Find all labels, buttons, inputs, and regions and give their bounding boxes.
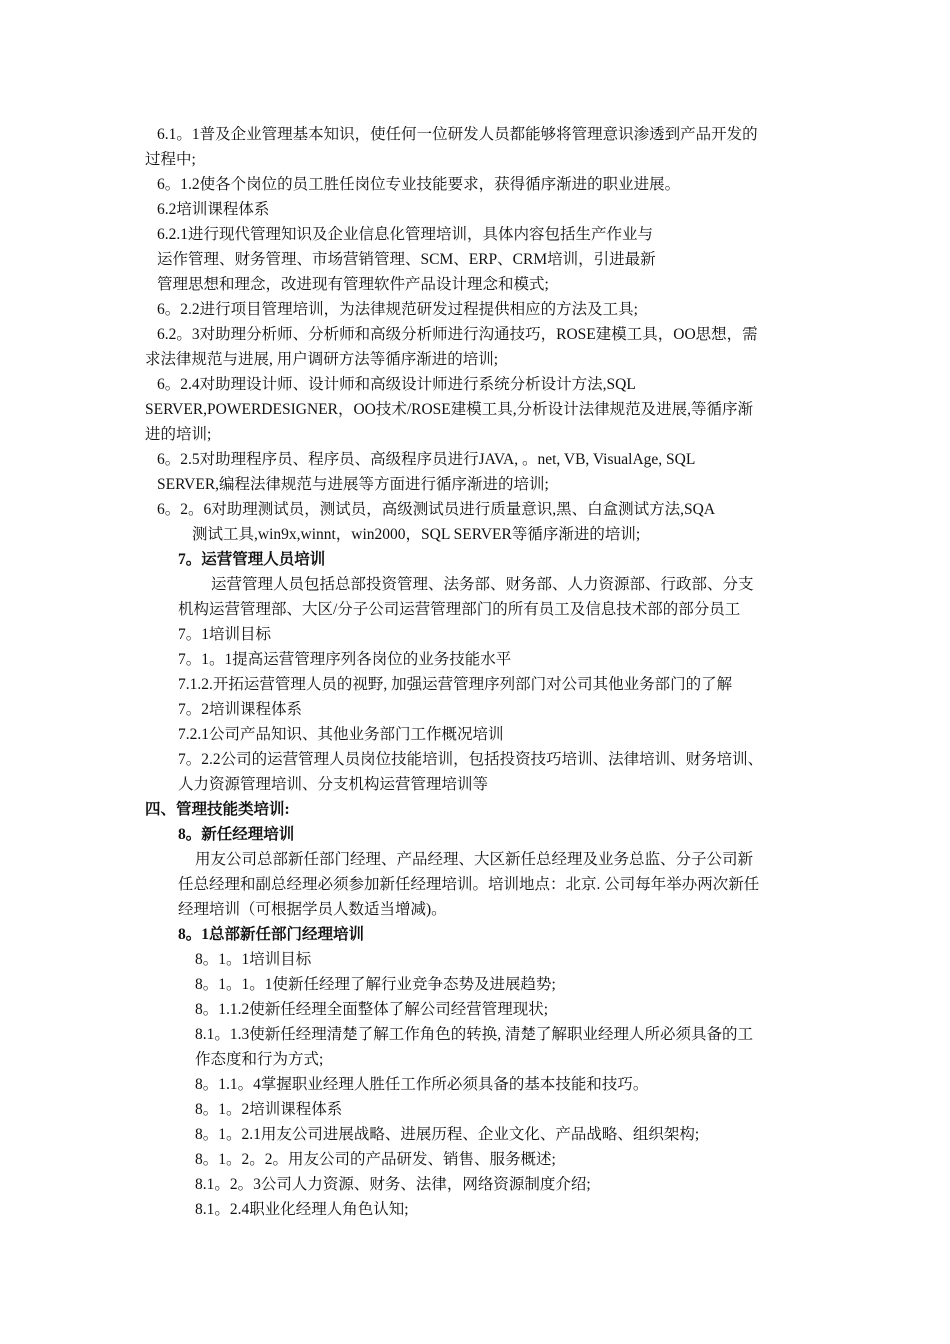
text-line: 管理思想和理念，改进现有管理软件产品设计理念和模式; <box>157 276 549 293</box>
text-line: 7.2.1公司产品知识、其他业务部门工作概况培训 <box>178 726 504 743</box>
text-line: 任总经理和副总经理必须参加新任经理培训。培训地点：北京. 公司每年举办两次新任 <box>178 876 760 893</box>
section-heading: 7。2培训课程体系 <box>178 701 303 718</box>
text-line: 测试工具,win9x,winnt，win2000，SQL SERVER等循序渐进的培训; <box>192 526 641 543</box>
text-line: 用友公司总部新任部门经理、产品经理、大区新任总经理及业务总监、分子公司新 <box>195 851 754 868</box>
text-line: 6。2.2进行项目管理培训，为法律规范研发过程提供相应的方法及工具; <box>157 301 638 318</box>
text-line: 过程中; <box>145 151 196 168</box>
text-line: 6。2。6对助理测试员，测试员，高级测试员进行质量意识,黑、白盒测试方法,SQA <box>157 501 716 518</box>
text-line: SERVER,编程法律规范与进展等方面进行循序渐进的培训; <box>157 476 549 493</box>
section-heading: 7。1培训目标 <box>178 626 272 643</box>
text-line: 作态度和行为方式; <box>195 1051 324 1068</box>
text-line: 进的培训; <box>145 426 212 443</box>
text-line: 6.1。1普及企业管理基本知识，使任何一位研发人员都能够将管理意识渗透到产品开发的 <box>157 126 758 143</box>
text-line: 8。1.1。4掌握职业经理人胜任工作所必须具备的基本技能和技巧。 <box>195 1076 649 1093</box>
section-heading: 7。运营管理人员培训 <box>178 551 326 568</box>
text-line: 6.2.1进行现代管理知识及企业信息化管理培训，具体内容包括生产作业与 <box>157 226 654 243</box>
text-line: 6。2.4对助理设计师、设计师和高级设计师进行系统分析设计方法,SQL <box>157 376 636 393</box>
section-heading: 8。1。1培训目标 <box>195 951 312 968</box>
text-line: 运作管理、财务管理、市场营销管理、SCM、ERP、CRM培训，引进最新 <box>157 251 656 268</box>
text-line: 7。1。1提高运营管理序列各岗位的业务技能水平 <box>178 651 512 668</box>
text-line: 运营管理人员包括总部投资管理、法务部、财务部、人力资源部、行政部、分支 <box>211 576 754 593</box>
section-heading: 8。1。2培训课程体系 <box>195 1101 343 1118</box>
section-heading: 8。1总部新任部门经理培训 <box>178 926 365 943</box>
section-heading: 四、管理技能类培训: <box>145 801 290 818</box>
text-line: 7.1.2.开拓运营管理人员的视野, 加强运营管理序列部门对公司其他业务部门的了解 <box>178 676 733 693</box>
section-heading: 6.2培训课程体系 <box>157 201 270 218</box>
text-line: 经理培训（可根据学员人数适当增减)。 <box>178 901 447 918</box>
text-line: 6。2.5对助理程序员、程序员、高级程序员进行JAVA, 。net, VB, VisualAge, SQL <box>157 451 696 468</box>
text-line: 6.2。3对助理分析师、分析师和高级分析师进行沟通技巧，ROSE建模工具，OO思想，需 <box>157 326 758 343</box>
text-line: 8.1。2.4职业化经理人角色认知; <box>195 1201 409 1218</box>
text-line: 8。1。2.1用友公司进展战略、进展历程、企业文化、产品战略、组织架构; <box>195 1126 700 1143</box>
text-line: 人力资源管理培训、分支机构运营管理培训等 <box>178 776 489 793</box>
text-line: 7。2.2公司的运营管理人员岗位技能培训，包括投资技巧培训、法律培训、财务培训、 <box>178 751 764 768</box>
text-line: 8。1.1.2使新任经理全面整体了解公司经营管理现状; <box>195 1001 549 1018</box>
section-heading: 8。新任经理培训 <box>178 826 295 843</box>
text-line: 8。1。1。1使新任经理了解行业竞争态势及进展趋势; <box>195 976 556 993</box>
text-line: 求法律规范与进展, 用户调研方法等循序渐进的培训; <box>145 351 499 368</box>
text-line: 6。1.2使各个岗位的员工胜任岗位专业技能要求，获得循序渐进的职业进展。 <box>157 176 681 193</box>
text-line: 8.1。1.3使新任经理清楚了解工作角色的转换, 清楚了解职业经理人所必须具备的工 <box>195 1026 754 1043</box>
text-line: 机构运营管理部、大区/分子公司运营管理部门的所有员工及信息技术部的部分员工 <box>178 601 741 618</box>
text-line: SERVER,POWERDESIGNER，OO技术/ROSE建模工具,分析设计法律规范及进展,等循序渐 <box>145 401 754 418</box>
text-line: 8.1。2。3公司人力资源、财务、法律，网络资源制度介绍; <box>195 1176 591 1193</box>
text-line: 8。1。2。2。用友公司的产品研发、销售、服务概述; <box>195 1151 556 1168</box>
